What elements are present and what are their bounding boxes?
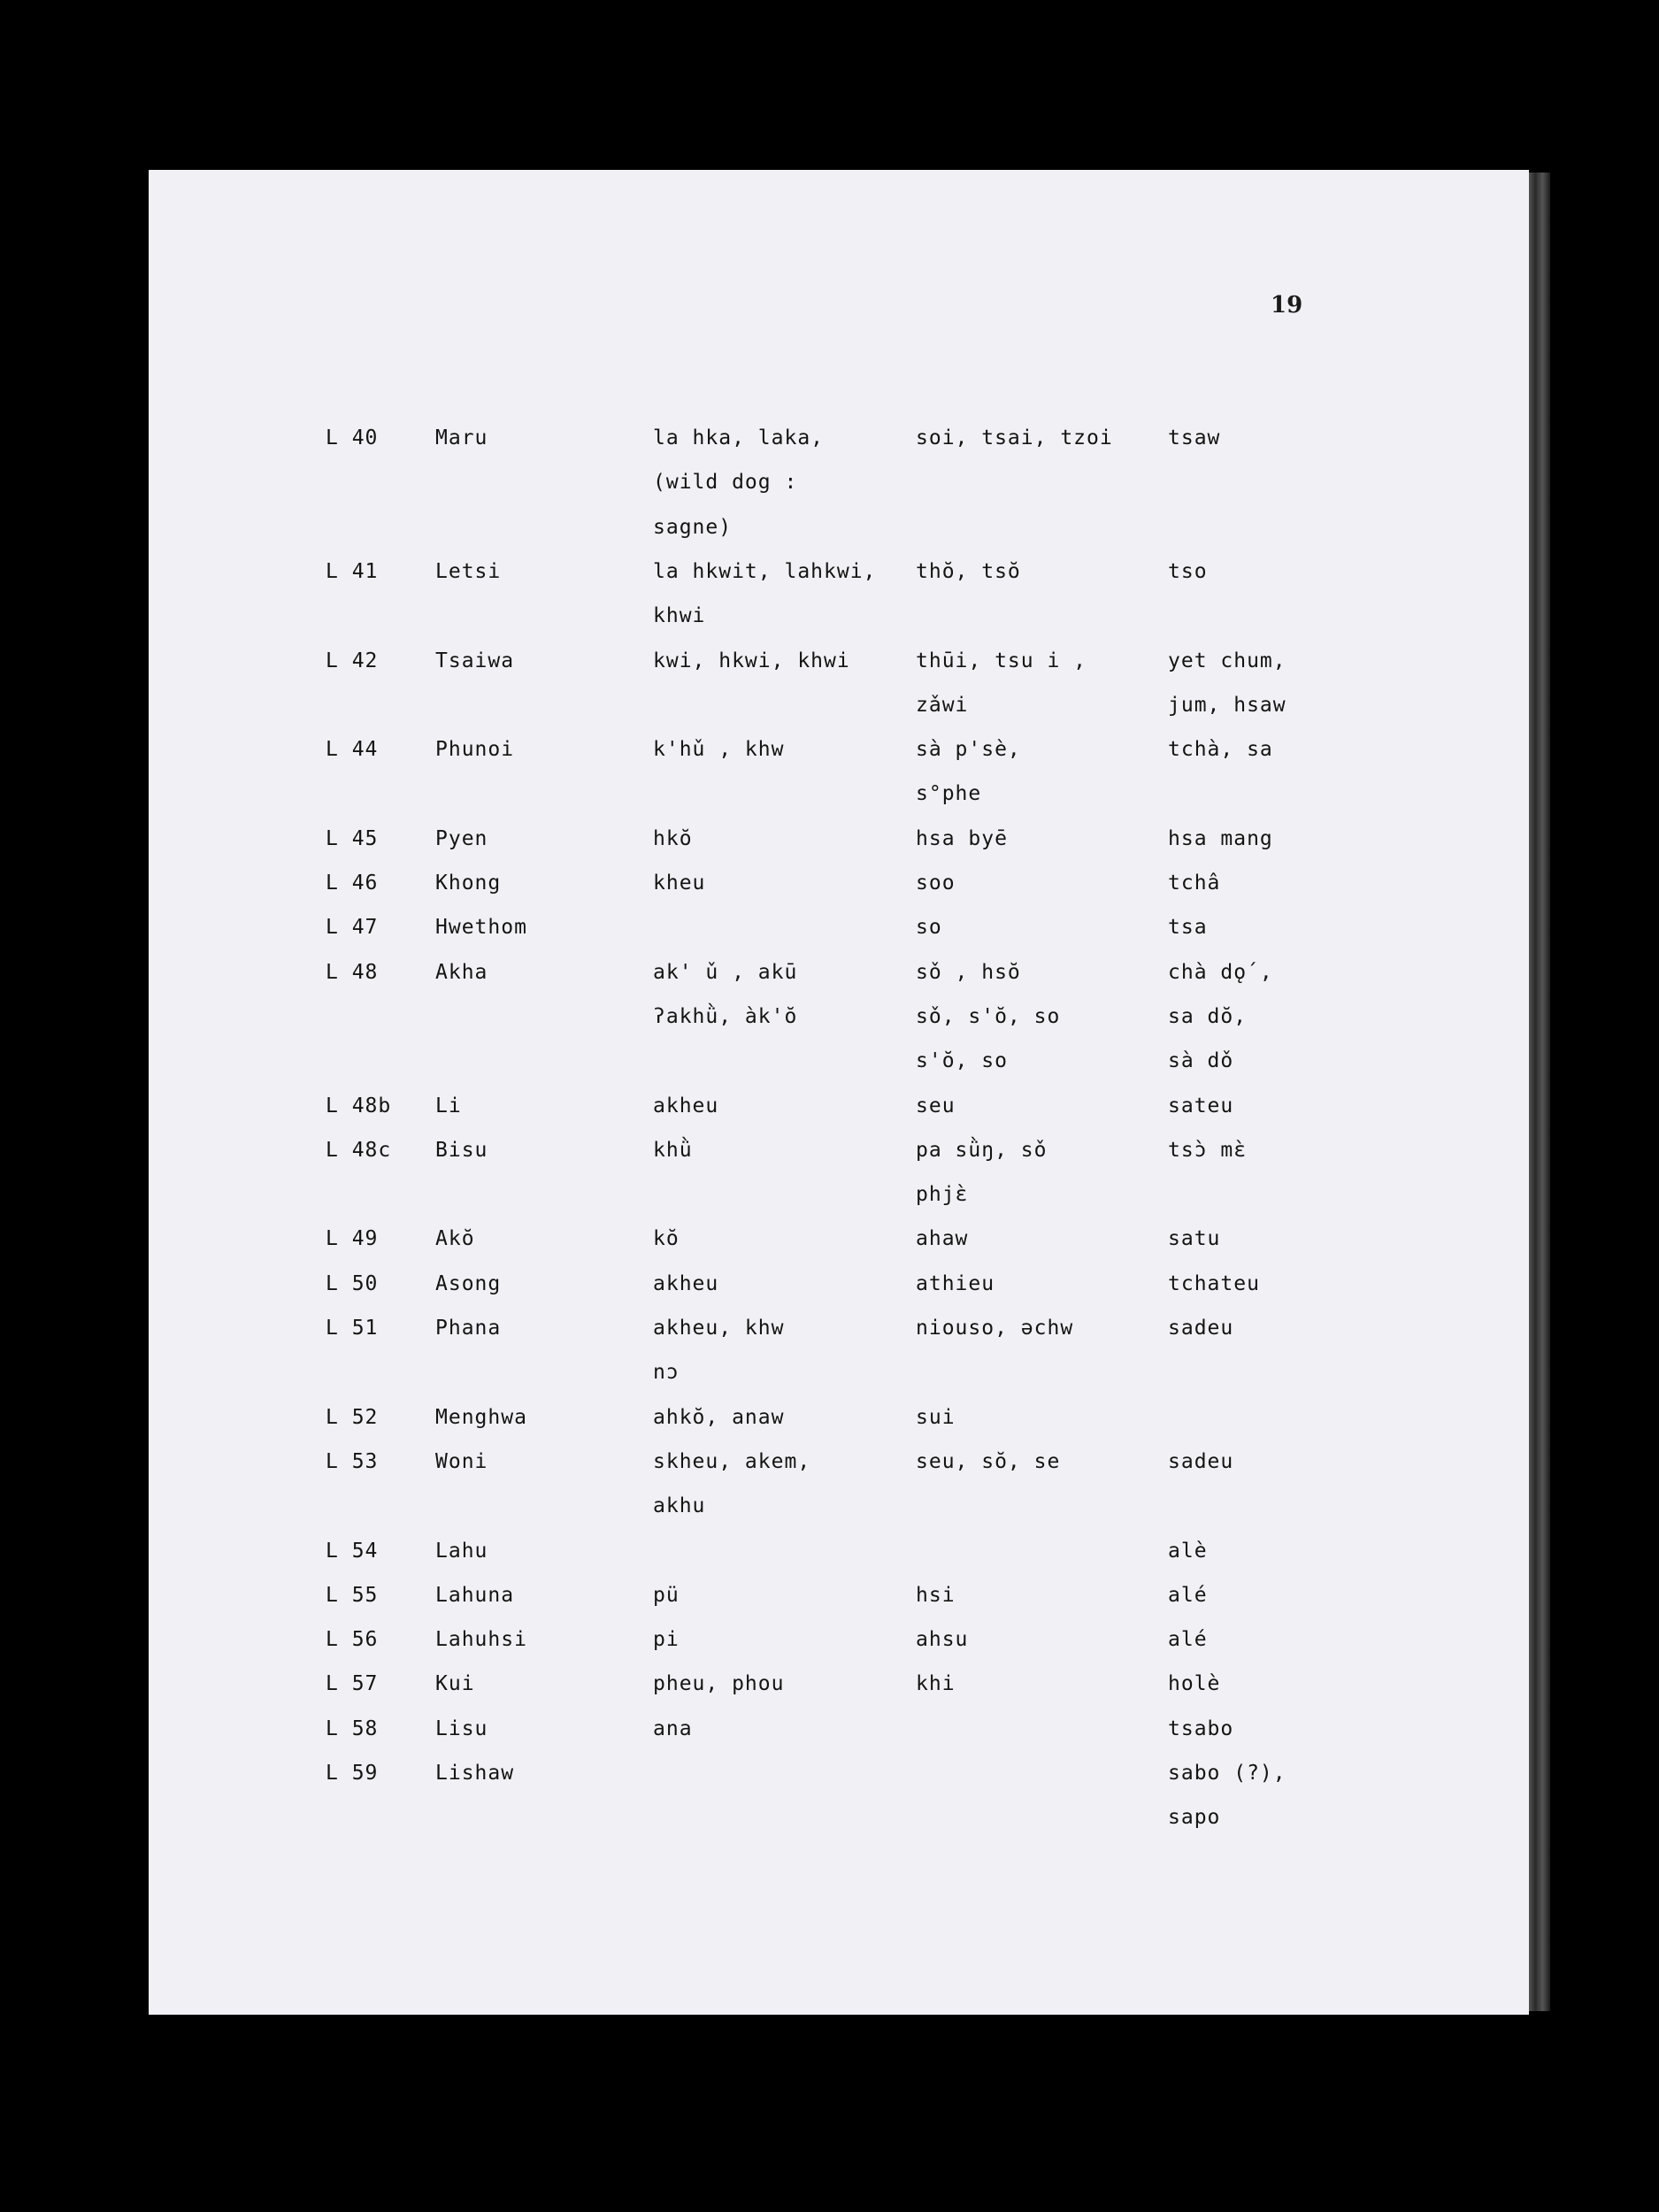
cell-b: hsa byē (916, 827, 1008, 850)
cell-name: Lahuhsi (435, 1628, 527, 1651)
cell-a: akheu (653, 1272, 719, 1295)
cell-id: L 56 (326, 1628, 379, 1651)
table-row (0, 738, 1659, 773)
cell-a: ak' ǔ , akū (653, 961, 798, 984)
cell-id: L 45 (326, 827, 379, 850)
cell-a: pi (653, 1628, 680, 1651)
cell-a: sagne) (653, 516, 733, 539)
cell-a: hkŏ (653, 827, 693, 850)
table-row (0, 1584, 1659, 1619)
cell-name: Tsaiwa (435, 649, 515, 672)
cell-a: kŏ (653, 1227, 680, 1250)
cell-c: tchà, sa (1168, 738, 1273, 761)
cell-name: Akŏ (435, 1227, 475, 1250)
cell-b: s°phe (916, 782, 982, 805)
table-row (0, 1540, 1659, 1575)
cell-c: sà dǒ (1168, 1049, 1234, 1072)
cell-a: skheu, akem, (653, 1450, 811, 1473)
cell-c: hsa mang (1168, 827, 1273, 850)
cell-b: sǒ , hsŏ (916, 961, 1021, 984)
cell-b: so (916, 916, 942, 939)
cell-id: L 51 (326, 1317, 379, 1340)
cell-a: khwi (653, 604, 706, 627)
cell-id: L 59 (326, 1762, 379, 1785)
cell-name: Kui (435, 1672, 475, 1695)
cell-b: khi (916, 1672, 956, 1695)
cell-a: k'hǔ , khw (653, 738, 785, 761)
cell-name: Menghwa (435, 1406, 527, 1429)
cell-a: akheu, khw (653, 1317, 785, 1340)
cell-a: la hkwit, lahkwi, (653, 560, 877, 583)
cell-b: thŏ, tsŏ (916, 560, 1021, 583)
cell-id: L 47 (326, 916, 379, 939)
cell-c: satu (1168, 1227, 1221, 1250)
table-row (0, 471, 1659, 506)
cell-c: sa dŏ, (1168, 1005, 1248, 1028)
cell-a: ʔakhǜ, àk'ŏ (653, 1005, 798, 1028)
table-row (0, 649, 1659, 685)
cell-b: sà p'sè, (916, 738, 1021, 761)
cell-name: Maru (435, 426, 488, 449)
cell-c: tso (1168, 560, 1208, 583)
cell-c: tsa (1168, 916, 1208, 939)
cell-name: Woni (435, 1450, 488, 1473)
cell-c: tchâ (1168, 872, 1221, 895)
cell-a: khǜ (653, 1139, 693, 1162)
table-row (0, 1406, 1659, 1441)
cell-c: yet chum, (1168, 649, 1286, 672)
cell-c: sadeu (1168, 1450, 1234, 1473)
cell-id: L 48 (326, 961, 379, 984)
cell-a: akhu (653, 1494, 706, 1517)
cell-b: phjɛ̀ (916, 1183, 969, 1206)
cell-a: ahkŏ, anaw (653, 1406, 785, 1429)
cell-name: Khong (435, 872, 502, 895)
cell-c: sabo (?), (1168, 1762, 1286, 1785)
cell-a: la hka, laka, (653, 426, 825, 449)
table-row (0, 872, 1659, 907)
cell-c: chà dǫ́ , (1168, 961, 1273, 984)
cell-name: Pyen (435, 827, 488, 850)
cell-name: Lisu (435, 1717, 488, 1740)
cell-c: alè (1168, 1540, 1208, 1563)
table-row (0, 1183, 1659, 1218)
table-row (0, 1450, 1659, 1486)
cell-b: seu, sŏ, se (916, 1450, 1061, 1473)
table-row (0, 1717, 1659, 1753)
page-number: 19 (1271, 292, 1303, 319)
cell-name: Phunoi (435, 738, 515, 761)
table-row (0, 1272, 1659, 1308)
cell-id: L 44 (326, 738, 379, 761)
cell-b: s'ŏ, so (916, 1049, 1008, 1072)
cell-b: sui (916, 1406, 956, 1429)
cell-a: pheu, phou (653, 1672, 785, 1695)
cell-c: holè (1168, 1672, 1221, 1695)
table-row (0, 1628, 1659, 1663)
cell-name: Lahuna (435, 1584, 515, 1607)
cell-id: L 58 (326, 1717, 379, 1740)
cell-c: tsɔ̀ mɛ̀ (1168, 1139, 1248, 1162)
table-row (0, 1227, 1659, 1263)
table-row (0, 916, 1659, 951)
cell-name: Li (435, 1094, 462, 1118)
cell-c: tsabo (1168, 1717, 1234, 1740)
table-row (0, 1762, 1659, 1797)
cell-id: L 52 (326, 1406, 379, 1429)
table-row (0, 961, 1659, 996)
cell-b: ahaw (916, 1227, 969, 1250)
cell-c: sadeu (1168, 1317, 1234, 1340)
cell-name: Phana (435, 1317, 502, 1340)
cell-c: alé (1168, 1584, 1208, 1607)
table-row (0, 1317, 1659, 1352)
table-row (0, 1361, 1659, 1396)
cell-id: L 55 (326, 1584, 379, 1607)
table-row (0, 1139, 1659, 1174)
table-row (0, 694, 1659, 729)
cell-name: Letsi (435, 560, 502, 583)
cell-c: sateu (1168, 1094, 1234, 1118)
cell-id: L 42 (326, 649, 379, 672)
cell-b: sǒ, s'ŏ, so (916, 1005, 1061, 1028)
cell-b: thūi, tsu i , (916, 649, 1087, 672)
cell-b: soi, tsai, tzoi (916, 426, 1113, 449)
cell-b: hsi (916, 1584, 956, 1607)
cell-b: zǎwi (916, 694, 969, 717)
cell-id: L 46 (326, 872, 379, 895)
table-row (0, 1005, 1659, 1041)
cell-b: niouso, əchw (916, 1317, 1074, 1340)
cell-id: L 48c (326, 1139, 392, 1162)
cell-id: L 48b (326, 1094, 392, 1118)
table-row (0, 426, 1659, 462)
cell-a: ana (653, 1717, 693, 1740)
table-row (0, 827, 1659, 863)
cell-a: kwi, hkwi, khwi (653, 649, 850, 672)
cell-c: tsaw (1168, 426, 1221, 449)
cell-a: akheu (653, 1094, 719, 1118)
table-row (0, 560, 1659, 595)
cell-c: sapo (1168, 1806, 1221, 1829)
cell-name: Lishaw (435, 1762, 515, 1785)
cell-id: L 54 (326, 1540, 379, 1563)
cell-name: Akha (435, 961, 488, 984)
cell-c: jum, hsaw (1168, 694, 1286, 717)
table-row (0, 1049, 1659, 1085)
table-row (0, 1806, 1659, 1841)
cell-b: soo (916, 872, 956, 895)
cell-id: L 50 (326, 1272, 379, 1295)
cell-c: alé (1168, 1628, 1208, 1651)
table-row (0, 516, 1659, 551)
table-row (0, 782, 1659, 818)
table-row (0, 1672, 1659, 1708)
cell-a: kheu (653, 872, 706, 895)
cell-b: pa sǜŋ, sǒ (916, 1139, 1048, 1162)
cell-id: L 53 (326, 1450, 379, 1473)
cell-b: seu (916, 1094, 956, 1118)
cell-name: Asong (435, 1272, 502, 1295)
cell-id: L 41 (326, 560, 379, 583)
cell-name: Hwethom (435, 916, 527, 939)
cell-id: L 40 (326, 426, 379, 449)
table-row (0, 604, 1659, 640)
cell-a: nɔ (653, 1361, 680, 1384)
cell-b: ahsu (916, 1628, 969, 1651)
table-row (0, 1494, 1659, 1530)
cell-a: pü (653, 1584, 680, 1607)
cell-c: tchateu (1168, 1272, 1260, 1295)
cell-a: (wild dog : (653, 471, 798, 494)
cell-id: L 57 (326, 1672, 379, 1695)
table-row (0, 1094, 1659, 1130)
cell-b: athieu (916, 1272, 995, 1295)
cell-id: L 49 (326, 1227, 379, 1250)
cell-name: Bisu (435, 1139, 488, 1162)
cell-name: Lahu (435, 1540, 488, 1563)
